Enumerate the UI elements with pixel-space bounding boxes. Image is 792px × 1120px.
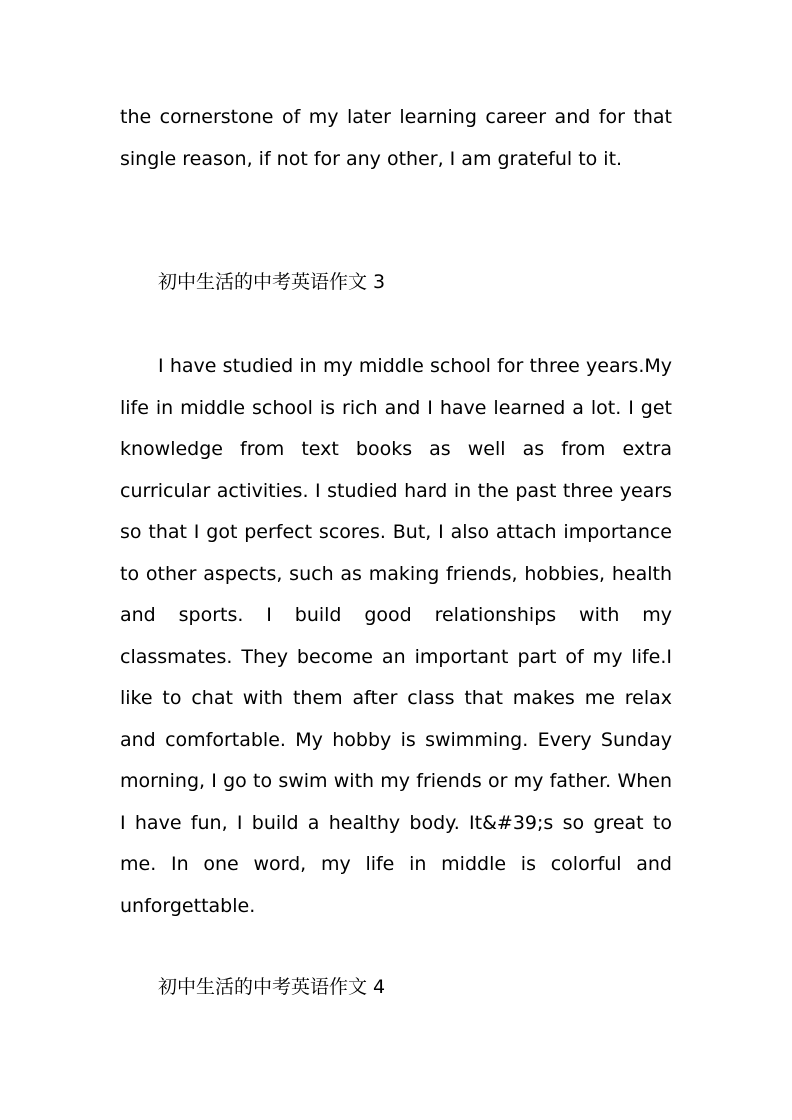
intro-paragraph: the cornerstone of my later learning career and for that single reason, if not for any other, I am grateful to it. — [120, 106, 672, 170]
essay-paragraph-3: I have studied in my middle school for three years.My life in middle school is rich and I have learned a lot. I get knowledge from text books as well as from extra curricular activities. I studied hard in the past three years so that I got perfect scores. But, I also attach importance to other aspects, such as making friends, hobbies, health and sports. I build good relationships with my classmates. They become an important part of my life.I like to chat with them after class that makes me relax and comfortable. My hobby is swimming. Every Sunday morning, I go to swim with my friends or my father. When I have fun, I build a healthy body. It&#39;s so great to me. In one word, my life in middle is colorful and unforgettable. — [120, 355, 672, 917]
section-heading-4: 初中生活的中考英语作文 4 — [158, 976, 386, 998]
section-heading-3: 初中生活的中考英语作文 3 — [158, 271, 386, 293]
